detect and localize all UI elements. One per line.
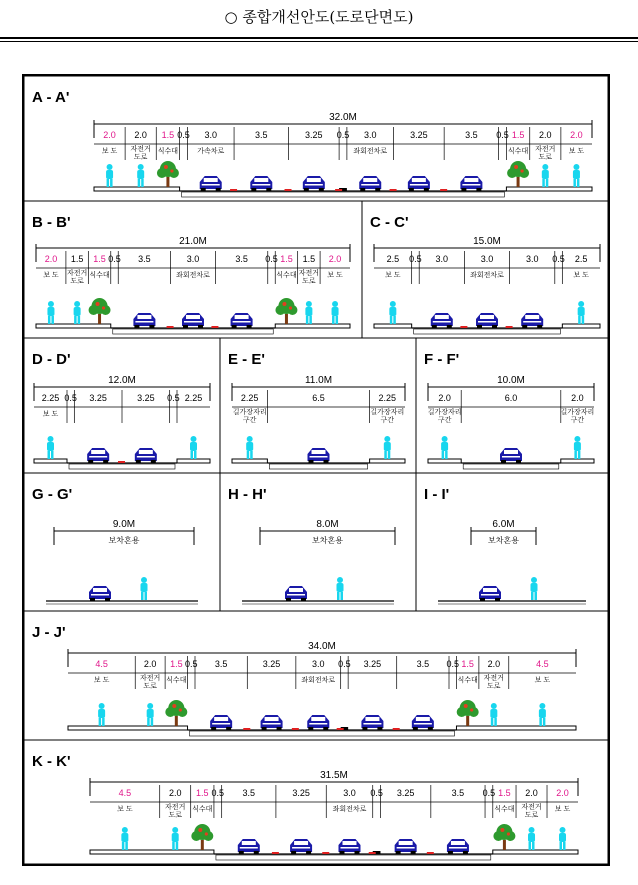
segment-label — [131, 144, 151, 161]
lane-marking — [211, 326, 218, 328]
segment-width: 0.5 — [446, 659, 459, 669]
car — [338, 839, 360, 854]
segment-label: 보차혼용 — [312, 536, 343, 545]
segment-label-line: 구간 — [437, 417, 452, 424]
segment-label-line: 자전거 — [535, 146, 556, 153]
segment-label-line: 자전거 — [483, 675, 504, 682]
segment-width: 0.5 — [167, 393, 180, 403]
lane-marking — [440, 189, 447, 191]
segment-width: 2.0 — [539, 130, 552, 140]
segment-width: 0.5 — [185, 659, 198, 669]
segment-width: 2.25 — [240, 393, 259, 403]
section-label: J - J' — [32, 624, 66, 641]
segment-label-line: 자전거 — [298, 270, 320, 277]
sidewalk-left — [94, 187, 180, 191]
segment-width: 2.0 — [168, 788, 182, 798]
car — [200, 176, 222, 191]
segment-label-line: 도로 — [524, 812, 539, 819]
lane-marking — [506, 326, 513, 328]
lane-marking — [272, 852, 279, 854]
segment-label: 좌회전차로 — [353, 148, 388, 155]
section-k — [24, 740, 608, 864]
segment-width: 0.5 — [409, 254, 422, 264]
segment-label: 보 도 — [42, 411, 59, 418]
lane-marking — [230, 189, 237, 191]
section-d — [24, 338, 220, 473]
pedestrian — [47, 301, 54, 324]
section-label: H - H' — [228, 486, 267, 503]
segment-label: 좌회전차로 — [301, 677, 336, 684]
total-width: 32.0M — [329, 112, 357, 123]
cyclist — [137, 164, 144, 187]
total-width: 31.5M — [320, 770, 348, 781]
cyclist — [305, 301, 312, 324]
segment-width: 3.0 — [525, 254, 539, 264]
sidewalk-left — [68, 726, 188, 730]
segment-label — [233, 407, 267, 424]
street-tree — [157, 161, 179, 187]
car — [135, 448, 157, 463]
sidewalk-right — [177, 459, 210, 463]
segment-width: 2.0 — [438, 393, 451, 403]
segment-label — [165, 802, 185, 819]
lane-marking — [390, 189, 397, 191]
car — [476, 313, 498, 328]
segment-width: 0.5 — [64, 393, 77, 403]
car — [87, 448, 109, 463]
segment-width: 2.0 — [143, 659, 157, 669]
segment-label: 보 도 — [327, 272, 343, 279]
car — [359, 176, 381, 191]
segment-width: 0.5 — [496, 130, 509, 140]
segment-width: 3.0 — [186, 254, 200, 264]
lane-marking — [243, 728, 250, 730]
segment-label — [67, 268, 87, 285]
car — [521, 313, 543, 328]
lane-marking — [285, 189, 292, 191]
segment-label — [370, 407, 404, 424]
segment-label-line: 구간 — [380, 417, 395, 424]
segment-label: 좌회전차로 — [470, 272, 504, 279]
car — [210, 715, 232, 730]
car — [361, 715, 383, 730]
segment-width: 6.5 — [312, 393, 325, 403]
lane-marking — [322, 852, 329, 854]
pedestrian — [121, 827, 128, 850]
pedestrian — [578, 301, 585, 324]
segment-width: 0.5 — [336, 130, 350, 140]
street-tree — [457, 700, 479, 726]
segment-width: 3.25 — [363, 659, 382, 669]
segment-label: 식수대 — [494, 806, 515, 813]
segment-label-line: 도로 — [133, 154, 148, 161]
total-width: 21.0M — [179, 236, 207, 247]
sidewalk-left — [36, 324, 111, 328]
street-tree — [165, 700, 187, 726]
segment-width: 2.5 — [386, 254, 400, 264]
segment-width: 2.0 — [525, 788, 538, 798]
section-i — [416, 473, 608, 611]
section-label: I - I' — [424, 486, 450, 503]
segment-label: 식수대 — [89, 272, 110, 279]
segment-label-line: 길가장자리 — [370, 409, 405, 416]
segment-width: 3.25 — [89, 393, 107, 403]
total-width: 15.0M — [473, 236, 501, 247]
pedestrian — [190, 436, 197, 459]
segment-label: 식수대 — [166, 677, 187, 684]
car — [133, 313, 155, 328]
segment-width: 3.0 — [312, 659, 325, 669]
pedestrian — [389, 301, 396, 324]
segment-label: 보 도 — [117, 806, 133, 813]
segment-width: 3.5 — [465, 130, 478, 140]
car — [412, 715, 434, 730]
segment-width: 2.0 — [328, 254, 342, 264]
segment-label — [521, 802, 541, 819]
car — [261, 715, 283, 730]
street-tree — [275, 298, 297, 324]
section-j — [24, 611, 608, 740]
segment-width: 0.5 — [552, 254, 565, 264]
segment-label-line: 자전거 — [66, 270, 88, 277]
segment-label: 식수대 — [507, 148, 529, 155]
car — [307, 715, 329, 730]
segment-width: 4.5 — [536, 659, 549, 669]
road-base — [113, 329, 273, 334]
segment-width: 3.0 — [343, 788, 356, 798]
section-label: C - C' — [370, 214, 409, 231]
pedestrian — [141, 577, 148, 600]
segment-width: 3.0 — [204, 130, 217, 140]
lane-marking — [369, 852, 376, 854]
segment-label: 보 도 — [385, 272, 401, 279]
lane-marking — [427, 852, 434, 854]
section-c — [362, 201, 608, 338]
car — [285, 586, 307, 601]
cyclist — [490, 703, 497, 726]
segment-width: 2.0 — [487, 659, 501, 669]
pedestrian — [559, 827, 566, 850]
car — [238, 839, 260, 854]
segment-width: 3.5 — [242, 788, 256, 798]
segment-width: 4.5 — [95, 659, 108, 669]
segment-width: 0.5 — [211, 788, 225, 798]
segment-width: 0.5 — [265, 254, 278, 264]
lane-marking — [292, 728, 299, 730]
segment-label: 보 도 — [101, 148, 118, 155]
segment-label — [428, 407, 462, 424]
sidewalk-right — [561, 459, 594, 463]
segment-width: 0.5 — [482, 788, 496, 798]
segment-label-line: 구간 — [242, 417, 257, 424]
segment-width: 3.25 — [396, 788, 415, 798]
segment-width: 1.5 — [170, 659, 183, 669]
road-base — [69, 464, 175, 469]
pedestrian — [384, 436, 391, 459]
segment-width: 2.0 — [103, 130, 116, 140]
segment-width: 1.5 — [511, 130, 525, 140]
car — [395, 839, 417, 854]
segment-width: 1.5 — [93, 254, 106, 264]
segment-label: 보차혼용 — [488, 536, 519, 545]
segment-width: 3.5 — [416, 659, 430, 669]
segment-width: 3.5 — [214, 659, 228, 669]
total-width: 12.0M — [108, 375, 136, 386]
segment-label: 식수대 — [192, 806, 213, 813]
lane-marking — [118, 461, 125, 463]
segment-label-line: 길가장자리 — [232, 409, 267, 416]
segment-width: 3.0 — [435, 254, 449, 264]
segment-width: 2.0 — [44, 254, 58, 264]
segment-width: 0.5 — [108, 254, 121, 264]
segment-width: 1.5 — [70, 254, 84, 264]
segment-label: 보 도 — [534, 677, 551, 684]
car — [408, 176, 430, 191]
segment-width: 1.5 — [280, 254, 293, 264]
segment-label: 보 도 — [573, 272, 589, 279]
segment-width: 3.25 — [137, 393, 155, 403]
segment-label-line: 길가장자리 — [560, 409, 595, 416]
segment-width: 2.5 — [574, 254, 588, 264]
total-width: 6.0M — [492, 519, 515, 530]
lane-marking — [335, 189, 342, 191]
segment-width: 3.0 — [480, 254, 494, 264]
segment-width: 4.5 — [118, 788, 132, 798]
total-width: 11.0M — [304, 375, 333, 386]
road-base — [269, 464, 367, 469]
segment-width: 1.5 — [461, 659, 474, 669]
section-label: G - G' — [32, 486, 73, 503]
road-base — [190, 731, 455, 736]
section-h — [220, 473, 416, 611]
section-label: F - F' — [424, 351, 460, 368]
section-label: D - D' — [32, 351, 71, 368]
segment-width: 3.25 — [410, 130, 428, 140]
section-g — [24, 473, 220, 611]
segment-label: 보 도 — [568, 148, 585, 155]
car — [447, 839, 469, 854]
sidewalk-right — [370, 459, 405, 463]
section-b — [24, 201, 362, 338]
segment-label: 식수대 — [276, 272, 297, 279]
road-base — [463, 464, 559, 469]
segment-width: 1.5 — [196, 788, 209, 798]
segment-width: 2.0 — [134, 130, 147, 140]
section-label: A - A' — [32, 89, 70, 106]
segment-label: 좌회전차로 — [332, 806, 367, 813]
pedestrian — [441, 436, 448, 459]
segment-width: 3.5 — [138, 254, 151, 264]
pedestrian — [574, 436, 581, 459]
segment-width: 1.5 — [498, 788, 511, 798]
segment-label-line: 도로 — [70, 278, 84, 285]
section-f — [416, 338, 608, 473]
cyclist — [172, 827, 179, 850]
sidewalk-left — [34, 459, 67, 463]
street-tree — [493, 824, 515, 850]
segment-width: 3.25 — [262, 659, 281, 669]
segment-label-line: 자전거 — [165, 804, 186, 811]
segment-label-line: 구간 — [570, 417, 585, 424]
section-label: E - E' — [228, 351, 265, 368]
segment-label — [535, 144, 555, 161]
segment-width: 2.25 — [41, 393, 60, 403]
segment-label: 보 도 — [43, 272, 59, 279]
segment-width: 3.5 — [451, 788, 465, 798]
segment-label — [484, 673, 504, 690]
segment-label: 보 도 — [93, 677, 110, 684]
sidewalk-right — [493, 850, 578, 854]
segment-label: 식수대 — [157, 148, 179, 155]
car — [231, 313, 253, 328]
car — [479, 586, 501, 601]
segment-width: 1.5 — [302, 254, 316, 264]
total-width: 9.0M — [112, 519, 136, 530]
lane-marking — [460, 326, 467, 328]
total-width: 10.0M — [497, 375, 525, 386]
segment-label-line: 자전거 — [130, 146, 151, 153]
section-e — [220, 338, 416, 473]
sidewalk-left — [428, 459, 461, 463]
pedestrian — [246, 436, 253, 459]
segment-width: 6.0 — [504, 393, 518, 403]
lane-marking — [167, 326, 174, 328]
section-a — [24, 76, 608, 201]
segment-width: 0.5 — [370, 788, 383, 798]
pedestrian — [337, 577, 344, 600]
total-width: 34.0M — [308, 641, 336, 652]
cyclist — [542, 164, 549, 187]
cyclist — [74, 301, 81, 324]
car — [431, 313, 453, 328]
car — [182, 313, 204, 328]
pedestrian — [98, 703, 105, 726]
segment-width: 3.5 — [235, 254, 248, 264]
segment-label-line: 도로 — [538, 154, 553, 161]
segment-label-line: 도로 — [168, 812, 182, 819]
segment-width: 2.0 — [571, 393, 584, 403]
street-tree — [89, 298, 111, 324]
segment-label — [299, 268, 319, 285]
car — [303, 176, 325, 191]
pedestrian — [573, 164, 580, 187]
car — [308, 448, 330, 463]
segment-label-line: 도로 — [487, 683, 501, 690]
pedestrian — [531, 577, 538, 600]
road-base — [414, 329, 561, 334]
section-label: B - B' — [32, 214, 71, 231]
car — [500, 448, 522, 463]
segment-width: 1.5 — [161, 130, 175, 140]
sidewalk-right — [456, 726, 576, 730]
pedestrian — [332, 301, 339, 324]
segment-width: 3.25 — [292, 788, 310, 798]
segment-label-line: 자전거 — [140, 675, 161, 682]
segment-label-line: 길가장자리 — [427, 409, 462, 416]
road-base — [216, 855, 491, 860]
car — [250, 176, 272, 191]
sidewalk-left — [90, 850, 214, 854]
car — [290, 839, 312, 854]
cyclist — [147, 703, 154, 726]
segment-width: 3.5 — [255, 130, 268, 140]
road-base — [182, 192, 505, 197]
cyclist — [528, 827, 535, 850]
segment-label-line: 도로 — [302, 278, 316, 285]
car — [460, 176, 482, 191]
segment-label: 보차혼용 — [108, 536, 140, 545]
segment-width: 2.25 — [378, 393, 397, 403]
sidewalk-right — [506, 187, 592, 191]
segment-label: 좌회전차로 — [176, 272, 210, 279]
street-tree — [507, 161, 529, 187]
sidewalk-left — [232, 459, 267, 463]
sidewalk-left — [374, 324, 412, 328]
segment-width: 3.0 — [363, 130, 377, 140]
segment-width: 2.25 — [184, 393, 203, 403]
segment-label: 가속차로 — [197, 148, 225, 155]
total-width: 8.0M — [316, 519, 339, 530]
segment-label-line: 자전거 — [521, 804, 542, 811]
page-title: ○ 종합개선안도(도로단면도) — [224, 8, 414, 26]
segment-width: 2.0 — [556, 788, 569, 798]
segment-label-line: 도로 — [143, 683, 157, 690]
segment-label — [560, 407, 594, 424]
segment-width: 0.5 — [177, 130, 190, 140]
lane-marking — [393, 728, 400, 730]
segment-label: 식수대 — [457, 677, 478, 684]
sidewalk-right — [275, 324, 350, 328]
segment-width: 0.5 — [338, 659, 351, 669]
pedestrian — [106, 164, 113, 187]
section-label: K - K' — [32, 753, 71, 770]
sidewalk-right — [562, 324, 600, 328]
pedestrian — [47, 436, 54, 459]
street-tree — [191, 824, 213, 850]
lane-marking — [337, 728, 344, 730]
segment-label: 보 도 — [554, 806, 571, 813]
car — [89, 586, 111, 601]
segment-label — [140, 673, 160, 690]
segment-width: 3.25 — [305, 130, 323, 140]
pedestrian — [539, 703, 546, 726]
segment-width: 2.0 — [570, 130, 583, 140]
